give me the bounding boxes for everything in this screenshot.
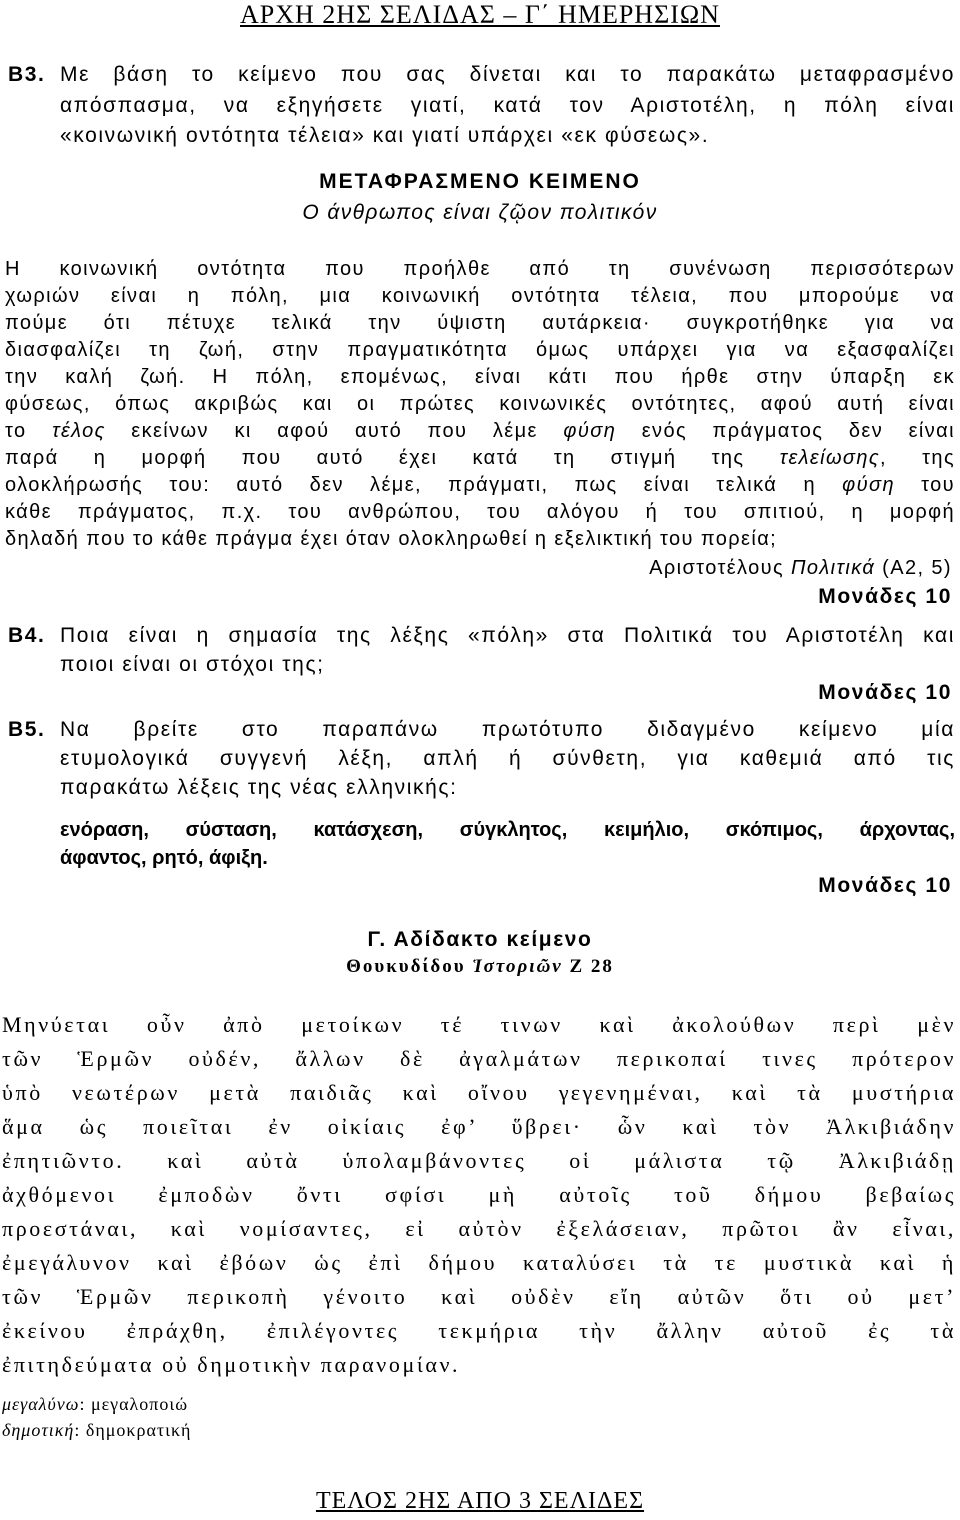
translated-line-8: παρά η μορφή που αυτό έχει κατά τη στιγμή της τελείωσης, της [5, 447, 955, 469]
question-b5-number: Β5. [8, 718, 46, 741]
unseen-text-source: Θουκυδίδου Ἱστοριῶν Ζ 28 [346, 956, 614, 977]
translated-line-10: κάθε πράγματος, π.χ. του ανθρώπου, του αλόγου ή του σπιτιού, η μορφή [5, 501, 955, 523]
question-b5-line-2: ετυμολογικά συγγενή λέξη, απλή ή σύνθετη, για καθεμιά από τις [60, 747, 955, 770]
question-b5-points: Μονάδες 10 [818, 874, 952, 897]
question-b3-line-1: Με βάση το κείμενο που σας δίνεται και το παρακάτω μεταφρασμένο [60, 63, 955, 86]
question-b5-line-1: Να βρείτε στο παραπάνω πρωτότυπο διδαγμένο κείμενο μία [60, 718, 955, 741]
unseen-text-heading: Γ. Αδίδακτο κείμενο [367, 928, 593, 951]
greek-line-7: προεστάναι, καὶ νομίσαντες, εἰ αὐτὸν ἐξελάσειαν, πρῶτοι ἂν εἶναι, [2, 1216, 956, 1241]
gloss-2: δημοτική: δημοκρατική [2, 1420, 192, 1440]
question-b3-line-2: απόσπασμα, να εξηγήσετε γιατί, κατά τον Αριστοτέλη, η πόλη είναι [60, 94, 955, 117]
translated-line-5: την καλή ζωή. Η πόλη, επομένως, είναι κάτι που ήρθε στην ύπαρξη εκ [5, 366, 955, 388]
translated-source: Αριστοτέλους Πολιτικά (Α2, 5) [649, 557, 952, 579]
question-b3-line-3: «κοινωνική οντότητα τέλεια» και γιατί υπάρχει «εκ φύσεως». [60, 124, 710, 147]
translated-line-11: δηλαδή που το κάθε πράγμα έχει όταν ολοκληρωθεί η εξελικτική του πορεία; [5, 528, 778, 550]
translated-line-2: χωριών είναι η πόλη, μια κοινωνική οντότητα τέλεια, που μπορούμε να [5, 285, 955, 307]
page-footer: ΤΕΛΟΣ 2ΗΣ ΑΠΟ 3 ΣΕΛΙΔΕΣ [315, 1488, 645, 1514]
question-b5-words-line-1: ενόραση, σύσταση, κατάσχεση, σύγκλητος, κειμήλιο, σκόπιμος, άρχοντας, [60, 819, 955, 841]
greek-line-8: ἐμεγάλυνον καὶ ἐβόων ὡς ἐπὶ δήμου καταλύσει τὰ τε μυστικὰ καὶ ἡ [2, 1250, 956, 1275]
question-b3-points: Μονάδες 10 [818, 585, 952, 608]
question-b5-line-3: παρακάτω λέξεις της νέας ελληνικής: [60, 776, 458, 799]
greek-line-6: ἀχθόμενοι ἐμποδὼν ὄντι σφίσι μὴ αὐτοῖς τοῦ δήμου βεβαίως [2, 1182, 956, 1207]
translated-line-3: πούμε ότι πέτυχε τελικά την ύψιστη αυτάρκεια· συγκροτήθηκε για να [5, 312, 955, 334]
question-b5-words-line-2: άφαντος, ρητό, άφιξη. [60, 847, 268, 869]
greek-line-2: τῶν Ἑρμῶν οὐδέν, ἄλλων δὲ ἀγαλμάτων περικοπαί τινες πρότερον [2, 1046, 956, 1071]
question-b4-line-1: Ποια είναι η σημασία της λέξης «πόλη» στα Πολιτικά του Αριστοτέλη και [60, 624, 955, 647]
translated-line-4: διασφαλίζει τη ζωή, στην πραγματικότητα όμως υπάρχει για να εξασφαλίζει [5, 339, 955, 361]
question-b4-line-2: ποιοι είναι οι στόχοι της; [60, 653, 325, 676]
translated-line-9: ολοκλήρωσής του: αυτό δεν λέμε, πράγματι, πως είναι τελικά η φύση του [5, 474, 955, 496]
greek-line-1: Μηνύεται οὖν ἀπὸ μετοίκων τέ τινων καὶ ἀκολούθων περὶ μὲν [2, 1012, 956, 1037]
translated-line-6: φύσεως, όπως ακριβώς και οι πρώτες κοινωνικές οντότητες, αφού αυτή είναι [5, 393, 955, 415]
greek-line-10: ἐκείνου ἐπράχθη, ἐπιλέγοντες τεκμήρια τὴν ἄλλην αὐτοῦ ἐς τὰ [2, 1318, 956, 1343]
translated-line-7: το τέλος εκείνων κι αφού αυτό που λέμε φύση ενός πράγματος δεν είναι [5, 420, 955, 442]
question-b3-number: Β3. [8, 63, 46, 86]
translated-text-heading: ΜΕΤΑΦΡΑΣΜΕΝΟ ΚΕΙΜΕΝΟ [319, 170, 641, 193]
greek-line-11: ἐπιτηδεύματα οὐ δημοτικὴν παρανομίαν. [2, 1352, 461, 1377]
gloss-1: μεγαλύνω: μεγαλοποιώ [2, 1394, 189, 1414]
question-b4-number: Β4. [8, 624, 46, 647]
greek-line-5: ἐπητιῶντο. καὶ αὐτὰ ὑπολαμβάνοντες οἱ μάλιστα τῷ Ἀλκιβιάδῃ [2, 1148, 956, 1173]
greek-line-4: ἅμα ὡς ποιεῖται ἐν οἰκίαις ἐφ’ ὕβρει· ὧν καὶ τὸν Ἀλκιβιάδην [2, 1114, 956, 1139]
greek-line-9: τῶν Ἑρμῶν περικοπὴ γένοιτο καὶ οὐδὲν εἴη αὐτῶν ὅτι οὐ μετ’ [2, 1284, 956, 1309]
translated-text-subtitle: Ο άνθρωπος είναι ζῷον πολιτικόν [302, 201, 658, 224]
greek-line-3: ὑπὸ νεωτέρων μετὰ παιδιᾶς καὶ οἴνου γεγενημέναι, καὶ τὰ μυστήρια [2, 1080, 956, 1105]
page-header: ΑΡΧΗ 2ΗΣ ΣΕΛΙΔΑΣ – Γ΄ ΗΜΕΡΗΣΙΩΝ [240, 0, 720, 29]
translated-line-1: Η κοινωνική οντότητα που προήλθε από τη συνένωση περισσότερων [5, 258, 955, 280]
question-b4-points: Μονάδες 10 [818, 681, 952, 704]
